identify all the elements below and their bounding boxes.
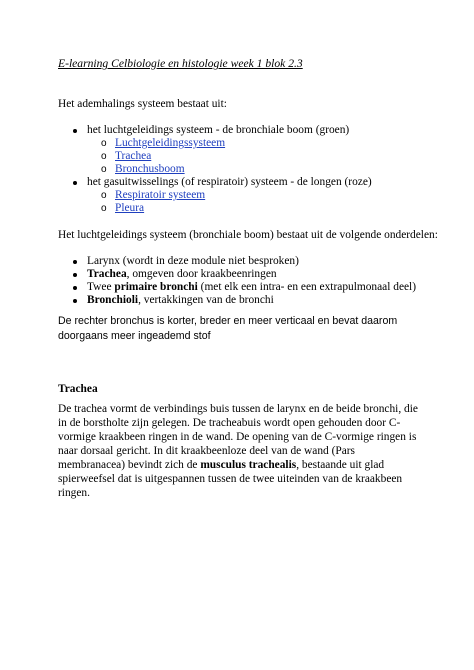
bullet-icon: [73, 260, 77, 264]
paragraph-text-end: , bestaande uit glad spierweefsel dat is uitgespannen tussen de twee uiteinden van de kraakbeen ringen.: [58, 459, 403, 499]
bullet-icon: [73, 273, 77, 277]
parts-intro-text: Het luchtgeleidings systeem (bronchiale boom) bestaat uit de volgende onderdelen:: [58, 229, 438, 241]
list-item-gas-exchange-system: het gasuitwisselings (of respiratoir) systeem - de longen (roze): [87, 176, 372, 188]
document-title: E-learning Celbiologie en histologie week 1 blok 2.3: [58, 57, 303, 70]
bullet-icon: [73, 129, 77, 133]
bullet-icon: [73, 181, 77, 185]
link-trachea[interactable]: Trachea: [115, 150, 152, 162]
part-item-bronchioli: [87, 293, 274, 307]
sub-bullet-icon: o: [101, 151, 107, 162]
link-respiratoir-systeem[interactable]: Respiratoir systeem: [115, 189, 206, 201]
bullet-icon: [73, 299, 77, 303]
part-text: , omgeven door kraakbeenringen: [126, 268, 277, 280]
part-prefix: Twee: [87, 281, 115, 293]
part-text: (met elk een intra- en een extrapulmonaal deel): [197, 281, 417, 293]
sub-bullet-icon: o: [101, 190, 107, 201]
part-item-primary-bronchi: [87, 280, 416, 294]
part-bold-term: primaire bronchi: [114, 281, 198, 293]
part-text: , vertakkingen van de bronchi: [138, 294, 274, 306]
section-heading: Trachea: [58, 383, 98, 395]
paragraph-text: De trachea vormt de verbindings buis tussen de larynx en de beide bronchi, die in de borstholte zijn gelegen. De tracheabuis wordt open gehouden door C-vormige kraakbeen ringen in de wand. De opening van de C-vormige ringen is naar dorsaal gericht. In dit kraakbeenloze deel van de wand (Pars membranacea) bevindt zich de: [58, 403, 418, 471]
sub-bullet-icon: o: [101, 164, 107, 175]
paragraph-bold-term: musculus trachealis: [200, 459, 297, 471]
sub-bullet-icon: o: [101, 203, 107, 214]
part-bold-term: Trachea: [87, 268, 127, 280]
link-pleura[interactable]: Pleura: [115, 202, 145, 214]
bullet-icon: [73, 286, 77, 290]
intro-text: Het ademhalings systeem bestaat uit:: [58, 98, 227, 110]
part-item-trachea: [87, 267, 277, 281]
bronchus-note: De rechter bronchus is korter, breder en meer verticaal en bevat daarom doorgaans meer ingeademd stof: [58, 315, 398, 342]
section-paragraph: [58, 402, 424, 500]
link-luchtgeleidingssysteem[interactable]: Luchtgeleidingssysteem: [115, 137, 226, 149]
part-bold-term: Bronchioli: [87, 294, 139, 306]
part-item-larynx: [87, 254, 299, 268]
list-item-airway-system: het luchtgeleidings systeem - de bronchiale boom (groen): [87, 124, 350, 136]
part-text: Larynx (wordt in deze module niet besproken): [87, 255, 299, 267]
link-bronchusboom[interactable]: Bronchusboom: [115, 163, 185, 175]
sub-bullet-icon: o: [101, 138, 107, 149]
